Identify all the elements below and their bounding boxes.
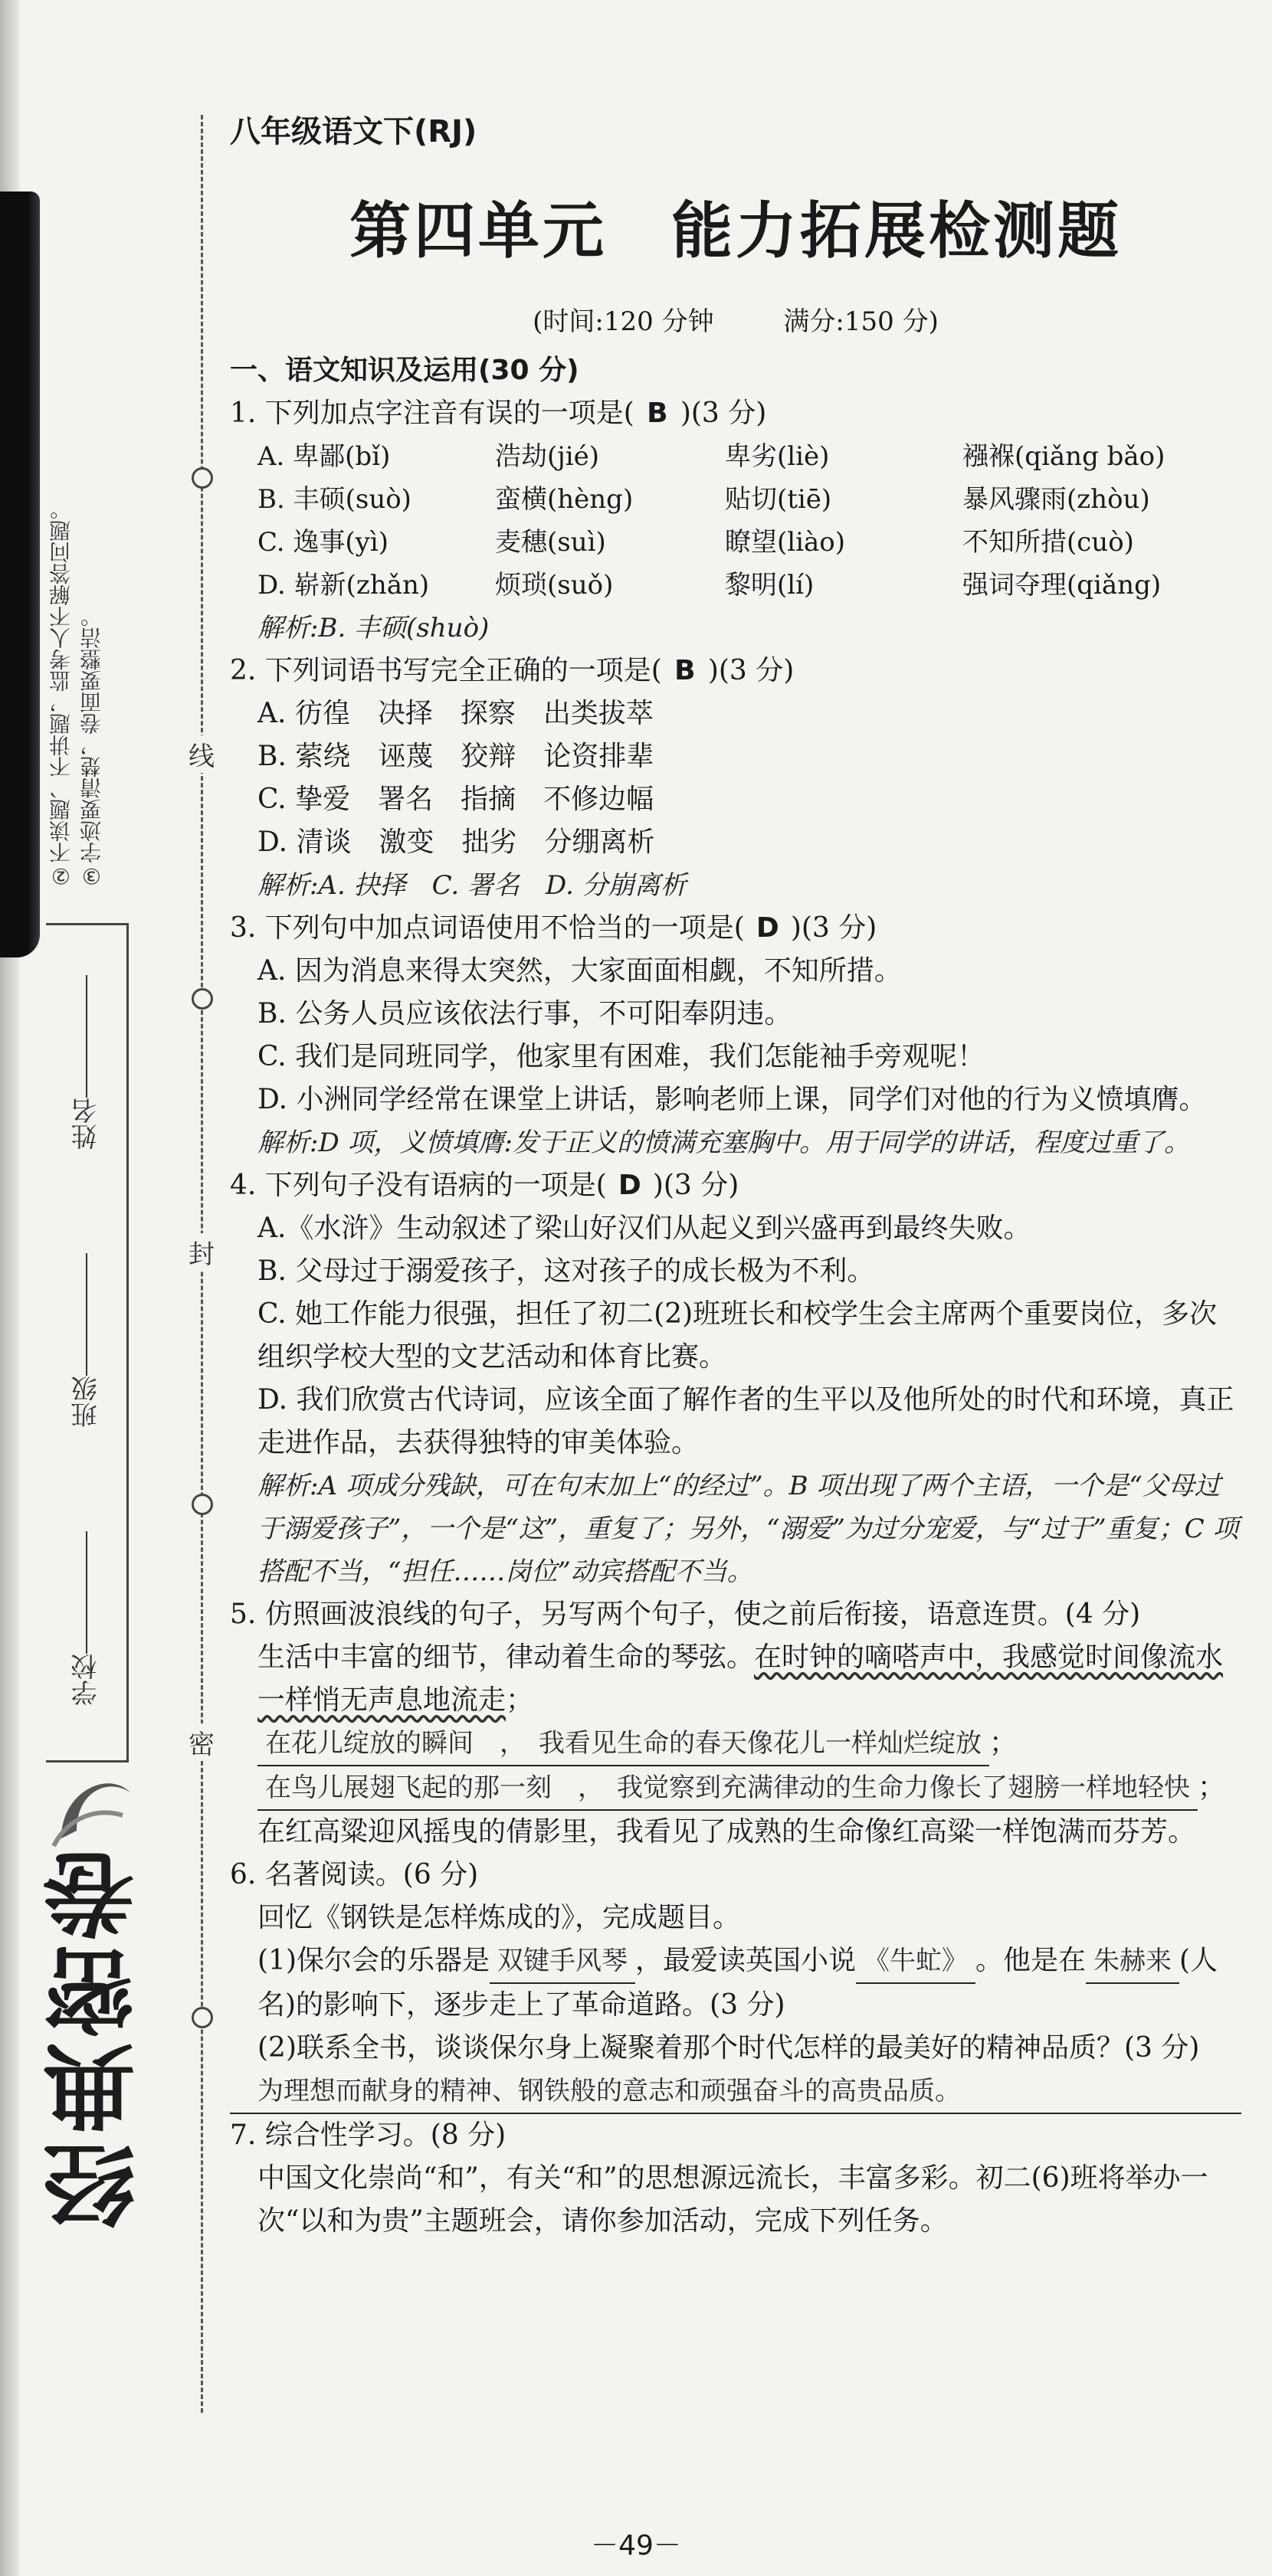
question-2 bbox=[230, 650, 1241, 692]
option-item: 强词夺理(qiǎng) bbox=[962, 570, 1162, 601]
question-score: )(3 分) bbox=[680, 398, 767, 429]
option-item: A.《水浒》生动叙述了梁山好汉们从起义到兴盛再到最终失败。 bbox=[257, 1213, 1031, 1244]
book-label: 八年级语文下(RJ) bbox=[230, 114, 477, 149]
notice-item-3: ③字迹要清楚，卷面要整洁。 bbox=[79, 606, 104, 889]
question-5: 5. 仿照画波浪线的句子，另写两个句子，使之前后衔接，语意连贯。(4 分) bbox=[230, 1599, 1141, 1630]
exam-content bbox=[230, 107, 1241, 2243]
option-item: 麦穗(suì) bbox=[495, 527, 606, 558]
question-stem: 4. 下列句子没有语病的一项是( bbox=[230, 1170, 607, 1201]
passage-text: ；在红高粱迎风摇曳的倩影里，我看见了成熟的生命像红高粱一样饱满而芬芳。 bbox=[257, 1772, 1226, 1848]
page-number: －49－ bbox=[591, 2530, 681, 2561]
question-text: (人名)的影响下，逐步走上了革命道路。(3 分) bbox=[257, 1945, 1218, 2021]
option-item: 浩劫(jié) bbox=[495, 441, 600, 472]
separator: ； bbox=[989, 1727, 1018, 1759]
binding-mark-seal: 封 bbox=[188, 1233, 215, 1271]
q6-part-1 bbox=[230, 1939, 1241, 2027]
option-item: D. 清谈 激变 拙劣 分绷离析 bbox=[257, 826, 655, 858]
binding-mark-line: 线 bbox=[188, 735, 215, 773]
instrument-blank[interactable]: 双键手风琴 bbox=[490, 1939, 635, 1984]
full-score: 满分:150 分) bbox=[783, 306, 939, 337]
question-text: (1)保尔会的乐器是 bbox=[257, 1945, 490, 1976]
option-item: A. 彷徨 决择 探察 出类拔萃 bbox=[257, 698, 654, 729]
option-item: 瞭望(liào) bbox=[725, 527, 846, 558]
question-6: 6. 名著阅读。(6 分) bbox=[230, 1859, 479, 1890]
binding-hole bbox=[192, 2007, 213, 2028]
q5-passage bbox=[230, 1636, 1241, 1854]
passage-text: 生活中丰富的细节，律动着生命的琴弦。 bbox=[257, 1642, 755, 1673]
option-item: C. 挚爱 署名 指摘 不修边幅 bbox=[257, 784, 654, 815]
binding-hole bbox=[192, 988, 213, 1010]
binding-hole bbox=[192, 467, 213, 489]
time-limit: (时间:120 分钟 bbox=[533, 306, 714, 337]
option-item: C. 我们是同班同学，他家里有困难，我们怎能袖手旁观呢！ bbox=[257, 1041, 985, 1072]
question-stem: 3. 下列句中加点词语使用不恰当的一项是( bbox=[230, 912, 745, 944]
q7-text: 中国文化崇尚“和”，有关“和”的思想源远流长，丰富多彩。初二(6)班将举办一次“以和为贵”主题班会，请你参加活动，完成下列任务。 bbox=[257, 2162, 1208, 2237]
name-label: 姓名 bbox=[71, 1097, 102, 1150]
exam-notice bbox=[46, 460, 130, 889]
analysis: 解析:D 项，义愤填膺:发于正义的愤满充塞胸中。用于同学的讲话，程度过重了。 bbox=[257, 1128, 1190, 1158]
section-heading: 一、语文知识及运用(30 分) bbox=[230, 355, 579, 386]
question-7: 7. 综合性学习。(8 分) bbox=[230, 2119, 507, 2151]
question-stem: 1. 下列加点字注音有误的一项是( bbox=[230, 398, 634, 429]
option-item: 烦琐(suǒ) bbox=[495, 570, 614, 601]
option-item: C. 逸事(yì) bbox=[257, 527, 389, 558]
option-item: 不知所措(cuò) bbox=[962, 527, 1134, 558]
student-info-fields bbox=[46, 923, 126, 1758]
question-score: )(3 分) bbox=[790, 912, 877, 944]
analysis: 解析:A 项成分残缺，可在句末加上“的经过”。B 项出现了两个主语，一个是“父母过于溺爱孩子”，一个是“这”，重复了；另外，“溺爱”为过分宠爱，与“过于”重复；C 项搭配不当，“担任……岗位”动宾搭配不当。 bbox=[257, 1471, 1239, 1587]
answer-choice[interactable]: B bbox=[647, 398, 668, 429]
binding-hole bbox=[192, 1494, 213, 1515]
person-blank[interactable]: 朱赫来 bbox=[1086, 1939, 1179, 1984]
question-stem: 2. 下列词语书写完全正确的一项是( bbox=[230, 655, 662, 686]
option-item: B. 丰硕(suò) bbox=[257, 484, 411, 515]
option-item: D. 崭新(zhǎn) bbox=[257, 570, 430, 601]
name-blank[interactable] bbox=[86, 975, 87, 1098]
question-4 bbox=[230, 1164, 1241, 1207]
option-item: D. 我们欣赏古代诗词，应该全面了解作者的生平以及他所处的时代和环境，真正走进作品，去获得独特的审美体验。 bbox=[257, 1384, 1234, 1458]
question-text: ，最爱读英国小说 bbox=[635, 1945, 857, 1976]
question-3 bbox=[230, 907, 1241, 950]
option-item: 暴风骤雨(zhòu) bbox=[962, 484, 1150, 515]
question-text: 。他是在 bbox=[975, 1945, 1087, 1976]
answer-blank-1[interactable]: 在花儿绽放的瞬间 ， 我看见生命的春天像花儿一样灿烂绽放 bbox=[257, 1722, 989, 1766]
question-1 bbox=[230, 392, 1241, 435]
option-item: C. 她工作能力很强，担任了初二(2)班班长和校学生会主席两个重要岗位，多次组织学校大型的文艺活动和体育比赛。 bbox=[257, 1298, 1218, 1373]
question-score: )(3 分) bbox=[652, 1170, 739, 1201]
option-item: D. 小洲同学经常在课堂上讲话，影响老师上课，同学们对他的行为义愤填膺。 bbox=[257, 1084, 1207, 1115]
school-label: 学校 bbox=[71, 1654, 102, 1707]
school-blank[interactable] bbox=[86, 1531, 87, 1654]
notice-item-2: ②不读题、不讲题，监考人不解答问题。 bbox=[48, 499, 74, 889]
brand-logo: 经典密卷 bbox=[42, 1844, 150, 2231]
answer-blank-2[interactable]: 在鸟儿展翅飞起的那一刻 ， 我觉察到充满律动的生命力像长了翅膀一样地轻快 bbox=[257, 1766, 1198, 1811]
q6-answer[interactable]: 为理想而献身的精神、钢铁般的意志和顽强奋斗的高贵品质。 bbox=[230, 2070, 1241, 2114]
question-score: )(3 分) bbox=[707, 655, 795, 686]
answer-choice[interactable]: D bbox=[618, 1170, 641, 1201]
wavy-underlined-sentence: 在时钟的嘀嗒声中，我感觉时间像流水一样悄无声息地流走 bbox=[257, 1642, 1224, 1716]
binding-mark-secret: 密 bbox=[188, 1723, 215, 1761]
page-title: 第四单元 能力拓展检测题 bbox=[349, 195, 1122, 267]
option-item: 黎明(lí) bbox=[725, 570, 815, 601]
answer-choice[interactable]: B bbox=[674, 655, 696, 686]
separator: ； bbox=[506, 1684, 534, 1716]
option-item: 贴切(tiē) bbox=[725, 484, 832, 515]
option-item: 襁褓(qiǎng bǎo) bbox=[962, 441, 1165, 472]
class-label: 班级 bbox=[71, 1376, 102, 1429]
time-score-line bbox=[230, 300, 1241, 338]
option-item: A. 卑鄙(bǐ) bbox=[257, 441, 391, 472]
answer-choice[interactable]: D bbox=[756, 912, 779, 944]
analysis: 解析:A. 抉择 C. 署名 D. 分崩离析 bbox=[257, 870, 687, 901]
option-item: B. 公务人员应该依法行事，不可阳奉阴违。 bbox=[257, 998, 792, 1029]
novel-blank[interactable]: 《牛虻》 bbox=[856, 1939, 975, 1984]
option-item: A. 因为消息来得太突然，大家面面相觑，不知所措。 bbox=[257, 955, 902, 987]
q6-part-2: (2)联系全书，谈谈保尔身上凝聚着那个时代怎样的最美好的精神品质？(3 分) bbox=[257, 2032, 1200, 2064]
option-item: B. 萦绕 诬蔑 狡辩 论资排辈 bbox=[257, 741, 654, 772]
q1-options bbox=[230, 435, 1241, 607]
scanner-edge bbox=[0, 191, 40, 957]
option-item: 卑劣(liè) bbox=[725, 441, 830, 472]
option-item: B. 父母过于溺爱孩子，这对孩子的成长极为不利。 bbox=[257, 1255, 875, 1287]
class-blank[interactable] bbox=[86, 1253, 87, 1376]
option-item: 蛮横(hèng) bbox=[495, 484, 634, 515]
q6-intro: 回忆《钢铁是怎样炼成的》，完成题目。 bbox=[257, 1902, 741, 1933]
analysis: 解析:B. 丰硕(shuò) bbox=[257, 613, 490, 643]
